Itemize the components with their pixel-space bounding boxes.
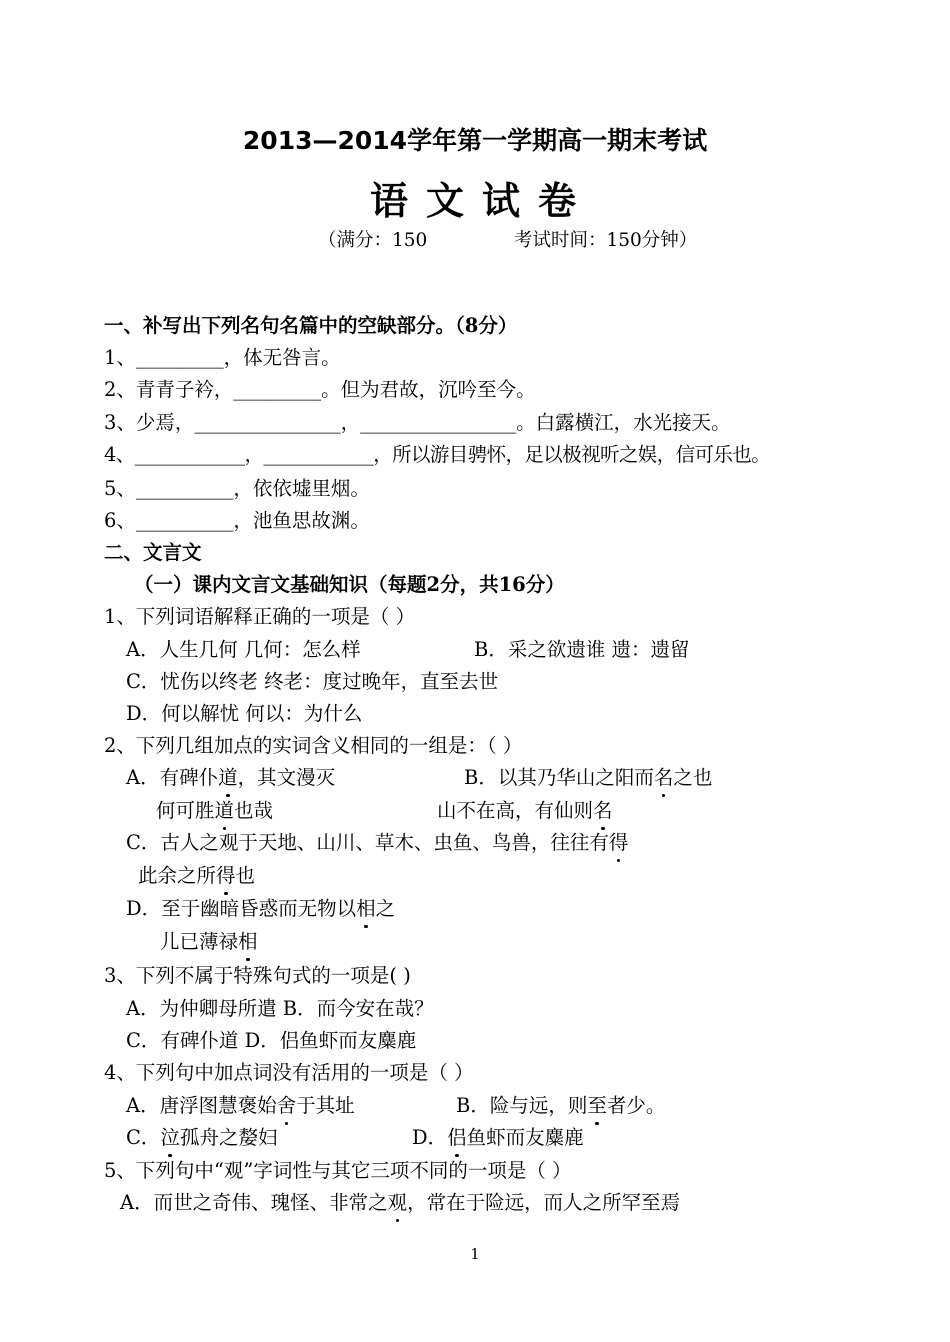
full-score: （满分：150 <box>318 230 428 251</box>
emphasis-dot-char: 道 <box>214 799 235 822</box>
emphasis-dot-char: 名 <box>653 766 674 789</box>
emphasis-dot-char: 相 <box>356 897 376 920</box>
emphasis-dot-char: 至 <box>587 1094 607 1117</box>
q5-stem: 5、下列句中“观”字词性与其它三项不同的一项是（ ） <box>104 1159 572 1182</box>
emphasis-dot-char: 名 <box>593 799 613 822</box>
q2-option-c-line1: C．古人之观于天地、山川、草木、虫鱼、鸟兽，往往有得 <box>126 831 629 854</box>
q1-stem: 1、下列词语解释正确的一项是（ ） <box>104 605 416 628</box>
q1-option-a: A．人生几何 几何：怎么样 <box>126 638 361 661</box>
q1-option-c: C．忧伤以终老 终老：度过晚年，直至去世 <box>126 670 499 693</box>
emphasis-dot-char: 泣 <box>160 1126 180 1149</box>
q4-option-d: D．侣鱼虾而友麋鹿 <box>412 1126 584 1149</box>
q3-options-cd: C．有碑仆道 D．侣鱼虾而友麋鹿 <box>126 1029 417 1052</box>
section1-heading: 一、补写出下列名句名篇中的空缺部分。（8分） <box>104 314 518 337</box>
emphasis-dot-char: 相 <box>238 930 258 953</box>
section2-heading: 二、文言文 <box>104 541 202 564</box>
q2-option-b-line2: 山不在高，有仙则名 <box>437 799 613 822</box>
fill-item-2: 2、青青子衿，_________。但为君故，沉吟至今。 <box>104 378 536 401</box>
q2-stem: 2、下列几组加点的实词含义相同的一组是：（ ） <box>104 734 523 757</box>
subject-title: 语文试卷 <box>369 178 594 223</box>
q3-options-ab: A．为仲卿母所遣 B．而今安在哉？ <box>126 997 434 1020</box>
q2-option-d-line2: 儿已薄禄相 <box>160 930 258 953</box>
q5-option-a: A．而世之奇伟、瑰怪、非常之观，常在于险远，而人之所罕至焉 <box>120 1191 681 1214</box>
fill-item-3: 3、少焉，_______________，________________。白露横江，水光接天。 <box>104 411 731 434</box>
fill-item-6: 6、__________，池鱼思故渊。 <box>104 509 370 532</box>
q4-option-a: A．唐浮图慧褒始舍于其址 <box>126 1094 355 1117</box>
fill-item-5: 5、__________，依依墟里烟。 <box>104 477 370 500</box>
emphasis-dot-char: 道 <box>218 766 238 789</box>
exam-time: 考试时间：150分钟） <box>514 230 698 251</box>
q2-option-a-line1: A．有碑仆道，其文漫灭 <box>126 766 336 789</box>
q1-option-b: B．采之欲遗谁 遗：遗留 <box>474 638 690 661</box>
emphasis-dot-char: 观 <box>387 1191 408 1214</box>
fill-item-1: 1、_________，体无咎言。 <box>104 346 341 369</box>
q4-stem: 4、下列句中加点词没有活用的一项是（ ） <box>104 1061 474 1084</box>
q2-option-c-line2: 此余之所得也 <box>138 864 256 887</box>
q2-option-d-line1: D．至于幽暗昏惑而无物以相之 <box>126 897 396 920</box>
q2-option-a-line2: 何可胜道也哉 <box>156 799 274 822</box>
exam-title: 2013—2014学年第一学期高一期末考试 <box>242 126 708 155</box>
emphasis-dot-char: 得 <box>216 864 236 887</box>
fill-item-4: 4、____________，____________，所以游目骋怀，足以极视听之娱，信可乐也。 <box>104 443 771 466</box>
q4-option-c: C．泣孤舟之嫠妇 <box>126 1126 278 1149</box>
q2-option-b-line1: B．以其乃华山之阳而名之也 <box>464 766 713 789</box>
q3-stem: 3、下列不属于特殊句式的一项是( ) <box>104 964 411 987</box>
emphasis-dot-char: 侣 <box>447 1126 467 1149</box>
section2-subheading: （一）课内文言文基础知识（每题2分，共16分） <box>134 573 565 596</box>
emphasis-dot-char: 舍 <box>276 1094 297 1117</box>
q4-option-b: B．险与远，则至者少。 <box>456 1094 666 1117</box>
page-number: 1 <box>470 1245 480 1263</box>
emphasis-dot-char: 得 <box>608 831 629 854</box>
q1-option-d: D．何以解忧 何以：为什么 <box>126 702 363 725</box>
